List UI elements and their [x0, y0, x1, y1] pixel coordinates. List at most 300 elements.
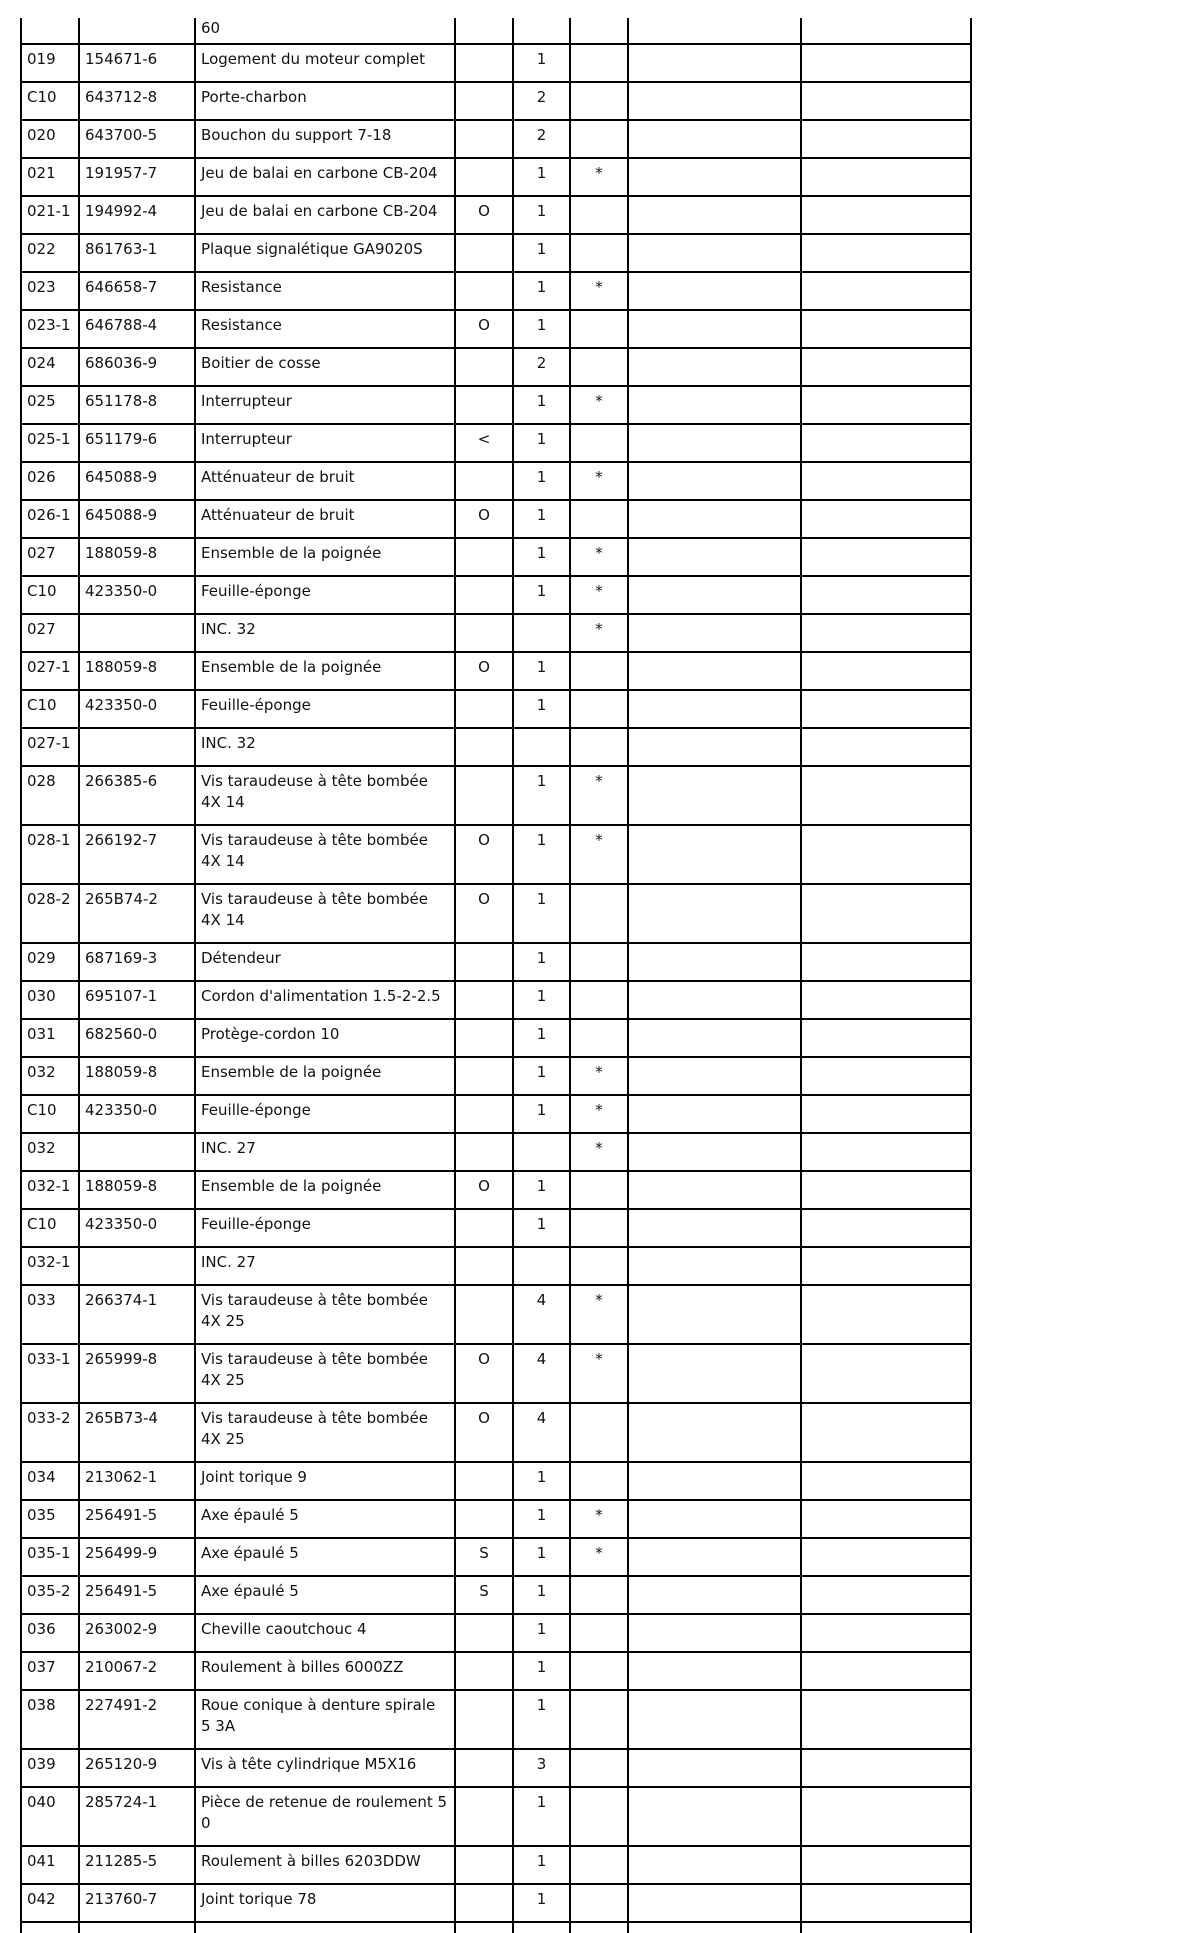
cell-note: [570, 1462, 628, 1500]
cell-blank-2: [801, 348, 971, 386]
cell-part-no: 643700-5: [79, 120, 195, 158]
cell-part-no: 188059-8: [79, 1171, 195, 1209]
cell-description: INC. 27: [195, 1133, 455, 1171]
cell-blank-2: [801, 1019, 971, 1057]
cell-quantity: 1: [513, 386, 570, 424]
cell-part-no: 645088-9: [79, 500, 195, 538]
cell-option: O: [455, 1171, 513, 1209]
table-row: [21, 1500, 971, 1538]
cell-blank-2: [801, 82, 971, 120]
cell-blank-1: [628, 1884, 801, 1922]
cell-option: [455, 386, 513, 424]
cell-note: [570, 652, 628, 690]
cell-part-no: 191957-7: [79, 158, 195, 196]
cell-blank-1: [628, 825, 801, 884]
cell-description: Cordon d'alimentation 1.5-2-2.5: [195, 981, 455, 1019]
cell-item-no: 028-2: [21, 884, 79, 943]
table-row: [21, 652, 971, 690]
cell-description: Resistance: [195, 310, 455, 348]
cell-item-no: 032-1: [21, 1247, 79, 1285]
cell-blank-2: [801, 1285, 971, 1344]
table-row: [21, 1652, 971, 1690]
cell-option: [455, 1057, 513, 1095]
cell-blank-2: [801, 1690, 971, 1749]
cell-blank-1: [628, 766, 801, 825]
cell-note: *: [570, 538, 628, 576]
cell-blank-1: [628, 943, 801, 981]
cell-blank-1: [628, 1500, 801, 1538]
cell-option: [455, 1095, 513, 1133]
cell-part-no: 265999-8: [79, 1344, 195, 1403]
cell-quantity: [513, 614, 570, 652]
cell-part-no: 188059-8: [79, 538, 195, 576]
table-row: [21, 1209, 971, 1247]
cell-item-no: 019: [21, 44, 79, 82]
cell-item-no: 031: [21, 1019, 79, 1057]
cell-item-no: 038: [21, 1690, 79, 1749]
cell-blank-1: [628, 1209, 801, 1247]
cell-item-no: 030: [21, 981, 79, 1019]
cell-blank-1: [628, 690, 801, 728]
cell-empty: [570, 1922, 628, 1933]
table-row-cut-off: [21, 1922, 971, 1933]
table-row: [21, 766, 971, 825]
cell-item-no: 036: [21, 1614, 79, 1652]
cell-blank-2: [801, 1247, 971, 1285]
cell-option: S: [455, 1538, 513, 1576]
cell-description: Feuille-éponge: [195, 576, 455, 614]
cell-blank-2: [801, 1133, 971, 1171]
cell-blank-1: [628, 44, 801, 82]
cell-option: [455, 1285, 513, 1344]
cell-item-no: 025-1: [21, 424, 79, 462]
table-row: [21, 1846, 971, 1884]
cell-description: Feuille-éponge: [195, 1095, 455, 1133]
cell-blank-2: [801, 18, 971, 44]
cell-item-no: 025: [21, 386, 79, 424]
cell-description: Atténuateur de bruit: [195, 462, 455, 500]
cell-description: INC. 32: [195, 728, 455, 766]
cell-blank-1: [628, 1344, 801, 1403]
cell-part-no: [79, 728, 195, 766]
cell-description: Bouchon du support 7-18: [195, 120, 455, 158]
cell-description: Protège-cordon 10: [195, 1019, 455, 1057]
cell-option: [455, 348, 513, 386]
cell-note: *: [570, 1538, 628, 1576]
cell-description: Roue conique à denture spirale 5 3A: [195, 1690, 455, 1749]
cell-quantity: 3: [513, 1749, 570, 1787]
cell-option: [455, 1749, 513, 1787]
cell-quantity: [513, 728, 570, 766]
cell-blank-1: [628, 1462, 801, 1500]
cell-quantity: 1: [513, 1690, 570, 1749]
cell-option: [455, 158, 513, 196]
cell-blank-2: [801, 1209, 971, 1247]
cell-quantity: [513, 18, 570, 44]
table-row: [21, 424, 971, 462]
cell-blank-1: [628, 1749, 801, 1787]
cell-part-no: 687169-3: [79, 943, 195, 981]
table-row: [21, 1171, 971, 1209]
cell-empty: [628, 1922, 801, 1933]
cell-option: [455, 538, 513, 576]
cell-quantity: 1: [513, 1787, 570, 1846]
table-row: [21, 272, 971, 310]
cell-part-no: 265B73-4: [79, 1403, 195, 1462]
cell-item-no: 035: [21, 1500, 79, 1538]
cell-blank-2: [801, 1749, 971, 1787]
cell-blank-2: [801, 1344, 971, 1403]
cell-option: [455, 766, 513, 825]
cell-description: Interrupteur: [195, 386, 455, 424]
cell-blank-1: [628, 981, 801, 1019]
table-row: [21, 614, 971, 652]
cell-blank-2: [801, 825, 971, 884]
cell-item-no: 027-1: [21, 652, 79, 690]
cell-note: *: [570, 386, 628, 424]
table-row: [21, 386, 971, 424]
cell-description: Vis taraudeuse à tête bombée 4X 25: [195, 1403, 455, 1462]
cell-note: [570, 943, 628, 981]
cell-item-no: 040: [21, 1787, 79, 1846]
table-row: [21, 576, 971, 614]
cell-quantity: 1: [513, 310, 570, 348]
cell-option: [455, 981, 513, 1019]
cell-item-no: 022: [21, 234, 79, 272]
cell-blank-2: [801, 272, 971, 310]
cell-item-no: 021-1: [21, 196, 79, 234]
cell-empty: [513, 1922, 570, 1933]
cell-part-no: 266192-7: [79, 825, 195, 884]
cell-part-no: 213760-7: [79, 1884, 195, 1922]
cell-blank-2: [801, 614, 971, 652]
cell-quantity: 1: [513, 943, 570, 981]
cell-note: [570, 196, 628, 234]
cell-blank-2: [801, 1846, 971, 1884]
cell-note: [570, 18, 628, 44]
cell-item-no: 028-1: [21, 825, 79, 884]
cell-description: Vis taraudeuse à tête bombée 4X 14: [195, 825, 455, 884]
cell-description: Ensemble de la poignée: [195, 652, 455, 690]
cell-note: [570, 82, 628, 120]
cell-blank-2: [801, 386, 971, 424]
cell-note: [570, 310, 628, 348]
table-row: [21, 462, 971, 500]
table-row-continued: [21, 18, 971, 44]
cell-item-no: 020: [21, 120, 79, 158]
cell-option: [455, 462, 513, 500]
table-row: [21, 884, 971, 943]
cell-description: Vis taraudeuse à tête bombée 4X 14: [195, 884, 455, 943]
cell-note: [570, 1749, 628, 1787]
cell-option: S: [455, 1576, 513, 1614]
table-row: [21, 1787, 971, 1846]
cell-blank-1: [628, 348, 801, 386]
cell-note: [570, 44, 628, 82]
cell-quantity: 4: [513, 1344, 570, 1403]
cell-option: [455, 1787, 513, 1846]
cell-description: Pièce de retenue de roulement 5 0: [195, 1787, 455, 1846]
cell-description: Interrupteur: [195, 424, 455, 462]
cell-blank-1: [628, 158, 801, 196]
table-row: [21, 158, 971, 196]
cell-description: Cheville caoutchouc 4: [195, 1614, 455, 1652]
cell-blank-2: [801, 538, 971, 576]
cell-item-no: 037: [21, 1652, 79, 1690]
cell-description: Jeu de balai en carbone CB-204: [195, 158, 455, 196]
cell-description: Vis à tête cylindrique M5X16: [195, 1749, 455, 1787]
cell-quantity: 1: [513, 1500, 570, 1538]
cell-quantity: 1: [513, 981, 570, 1019]
cell-empty: [455, 1922, 513, 1933]
cell-description: Feuille-éponge: [195, 1209, 455, 1247]
cell-blank-1: [628, 18, 801, 44]
cell-option: O: [455, 196, 513, 234]
cell-description: Plaque signalétique GA9020S: [195, 234, 455, 272]
table-row: [21, 1019, 971, 1057]
cell-option: O: [455, 825, 513, 884]
cell-blank-2: [801, 652, 971, 690]
cell-note: [570, 1652, 628, 1690]
cell-blank-1: [628, 234, 801, 272]
cell-note: [570, 884, 628, 943]
cell-blank-2: [801, 424, 971, 462]
cell-part-no: 188059-8: [79, 652, 195, 690]
cell-note: [570, 1171, 628, 1209]
table-row: [21, 44, 971, 82]
cell-quantity: [513, 1247, 570, 1285]
cell-item-no: 032-1: [21, 1171, 79, 1209]
cell-option: O: [455, 310, 513, 348]
cell-option: O: [455, 1403, 513, 1462]
cell-option: [455, 943, 513, 981]
cell-part-no: 211285-5: [79, 1846, 195, 1884]
cell-blank-1: [628, 272, 801, 310]
cell-blank-1: [628, 424, 801, 462]
cell-blank-2: [801, 690, 971, 728]
cell-quantity: 1: [513, 690, 570, 728]
cell-blank-1: [628, 1690, 801, 1749]
table-row: [21, 538, 971, 576]
cell-blank-2: [801, 120, 971, 158]
cell-option: [455, 1500, 513, 1538]
cell-option: [455, 44, 513, 82]
cell-quantity: 1: [513, 1019, 570, 1057]
cell-option: [455, 234, 513, 272]
cell-item-no: C10: [21, 690, 79, 728]
cell-item-no: 042: [21, 1884, 79, 1922]
cell-quantity: 1: [513, 272, 570, 310]
cell-description: Axe épaulé 5: [195, 1538, 455, 1576]
cell-blank-2: [801, 1538, 971, 1576]
cell-option: [455, 1614, 513, 1652]
cell-blank-2: [801, 728, 971, 766]
cell-quantity: 1: [513, 652, 570, 690]
cell-blank-2: [801, 981, 971, 1019]
cell-note: [570, 1403, 628, 1462]
cell-empty: [79, 1922, 195, 1933]
cell-blank-1: [628, 884, 801, 943]
cell-description: Vis taraudeuse à tête bombée 4X 14: [195, 766, 455, 825]
cell-part-no: 645088-9: [79, 462, 195, 500]
cell-item-no: [21, 18, 79, 44]
cell-item-no: 026-1: [21, 500, 79, 538]
cell-note: [570, 424, 628, 462]
cell-item-no: 033: [21, 1285, 79, 1344]
cell-note: [570, 728, 628, 766]
cell-option: O: [455, 652, 513, 690]
cell-blank-2: [801, 500, 971, 538]
cell-part-no: 213062-1: [79, 1462, 195, 1500]
cell-option: O: [455, 884, 513, 943]
cell-description: Roulement à billes 6000ZZ: [195, 1652, 455, 1690]
table-row: [21, 690, 971, 728]
cell-part-no: 686036-9: [79, 348, 195, 386]
cell-note: *: [570, 1133, 628, 1171]
cell-description: Atténuateur de bruit: [195, 500, 455, 538]
cell-note: [570, 348, 628, 386]
cell-item-no: 028: [21, 766, 79, 825]
table-row: [21, 310, 971, 348]
table-row: [21, 728, 971, 766]
cell-quantity: 2: [513, 82, 570, 120]
cell-blank-1: [628, 1846, 801, 1884]
cell-item-no: 032: [21, 1133, 79, 1171]
cell-item-no: 026: [21, 462, 79, 500]
cell-part-no: 285724-1: [79, 1787, 195, 1846]
cell-description: INC. 27: [195, 1247, 455, 1285]
cell-blank-1: [628, 1057, 801, 1095]
cell-note: *: [570, 614, 628, 652]
cell-note: [570, 1247, 628, 1285]
cell-description: Détendeur: [195, 943, 455, 981]
cell-blank-2: [801, 462, 971, 500]
cell-quantity: 1: [513, 1462, 570, 1500]
cell-note: [570, 1019, 628, 1057]
cell-note: [570, 981, 628, 1019]
cell-blank-2: [801, 310, 971, 348]
cell-item-no: 035-2: [21, 1576, 79, 1614]
cell-option: [455, 1690, 513, 1749]
cell-item-no: 041: [21, 1846, 79, 1884]
cell-description: Ensemble de la poignée: [195, 538, 455, 576]
cell-blank-2: [801, 158, 971, 196]
cell-blank-1: [628, 1133, 801, 1171]
cell-quantity: [513, 1133, 570, 1171]
cell-note: *: [570, 1057, 628, 1095]
table-row: [21, 1057, 971, 1095]
cell-description: Axe épaulé 5: [195, 1500, 455, 1538]
table-row: [21, 82, 971, 120]
cell-description: INC. 32: [195, 614, 455, 652]
cell-blank-1: [628, 1576, 801, 1614]
cell-option: [455, 1133, 513, 1171]
cell-quantity: 1: [513, 576, 570, 614]
cell-part-no: 423350-0: [79, 690, 195, 728]
cell-part-no: 695107-1: [79, 981, 195, 1019]
cell-part-no: 256499-9: [79, 1538, 195, 1576]
cell-option: [455, 576, 513, 614]
cell-option: [455, 1019, 513, 1057]
cell-quantity: 1: [513, 500, 570, 538]
cell-blank-2: [801, 1403, 971, 1462]
cell-blank-2: [801, 1576, 971, 1614]
cell-item-no: 023: [21, 272, 79, 310]
cell-description: Vis taraudeuse à tête bombée 4X 25: [195, 1344, 455, 1403]
cell-blank-1: [628, 652, 801, 690]
cell-part-no: 263002-9: [79, 1614, 195, 1652]
cell-blank-2: [801, 1500, 971, 1538]
cell-part-no: 682560-0: [79, 1019, 195, 1057]
cell-item-no: 029: [21, 943, 79, 981]
cell-quantity: 2: [513, 348, 570, 386]
cell-item-no: 039: [21, 1749, 79, 1787]
cell-option: [455, 1846, 513, 1884]
cell-blank-1: [628, 1652, 801, 1690]
cell-part-no: 154671-6: [79, 44, 195, 82]
cell-blank-1: [628, 576, 801, 614]
table-row: [21, 943, 971, 981]
cell-blank-1: [628, 386, 801, 424]
cell-note: [570, 500, 628, 538]
cell-item-no: 035-1: [21, 1538, 79, 1576]
cell-part-no: 861763-1: [79, 234, 195, 272]
cell-part-no: 265B74-2: [79, 884, 195, 943]
table-row: [21, 1285, 971, 1344]
cell-blank-1: [628, 1247, 801, 1285]
cell-option: [455, 1209, 513, 1247]
cell-quantity: 4: [513, 1403, 570, 1462]
cell-item-no: 021: [21, 158, 79, 196]
cell-blank-1: [628, 1285, 801, 1344]
cell-option: [455, 1247, 513, 1285]
table-row: [21, 981, 971, 1019]
cell-blank-1: [628, 1095, 801, 1133]
cell-blank-2: [801, 1171, 971, 1209]
table-row: [21, 1403, 971, 1462]
cell-quantity: 1: [513, 1576, 570, 1614]
cell-blank-2: [801, 884, 971, 943]
table-row: [21, 1462, 971, 1500]
cell-item-no: 023-1: [21, 310, 79, 348]
table-row: [21, 1095, 971, 1133]
cell-note: [570, 1614, 628, 1652]
cell-note: [570, 1690, 628, 1749]
cell-description: Feuille-éponge: [195, 690, 455, 728]
cell-blank-1: [628, 462, 801, 500]
cell-blank-2: [801, 234, 971, 272]
cell-quantity: 1: [513, 1057, 570, 1095]
cell-blank-2: [801, 44, 971, 82]
cell-item-no: C10: [21, 82, 79, 120]
cell-note: *: [570, 766, 628, 825]
table-row: [21, 1614, 971, 1652]
cell-option: O: [455, 500, 513, 538]
cell-item-no: C10: [21, 576, 79, 614]
cell-blank-2: [801, 1462, 971, 1500]
cell-note: *: [570, 825, 628, 884]
cell-empty: [195, 1922, 455, 1933]
cell-description: Jeu de balai en carbone CB-204: [195, 196, 455, 234]
cell-quantity: 1: [513, 44, 570, 82]
cell-description: Ensemble de la poignée: [195, 1057, 455, 1095]
cell-part-no: [79, 18, 195, 44]
cell-note: [570, 1846, 628, 1884]
cell-description: Joint torique 9: [195, 1462, 455, 1500]
cell-item-no: C10: [21, 1209, 79, 1247]
cell-quantity: 1: [513, 766, 570, 825]
cell-part-no: [79, 614, 195, 652]
